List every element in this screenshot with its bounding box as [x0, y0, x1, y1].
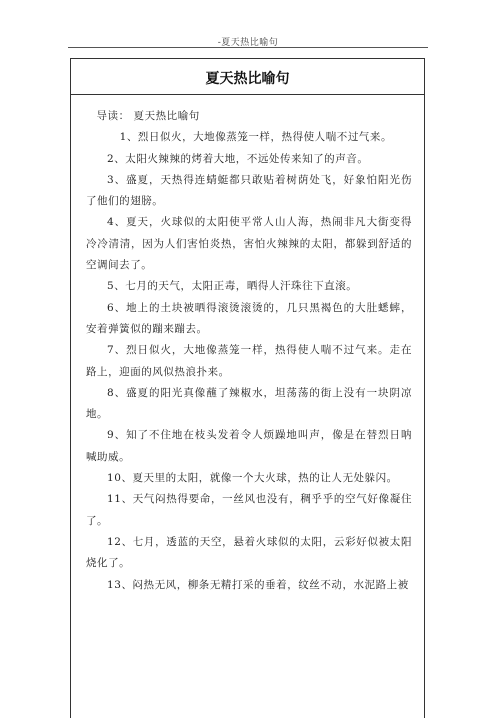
paragraph-5: 5、七月的天气，太阳正毒，晒得人汗珠往下直滚。 [107, 280, 358, 293]
intro-line: 导读： 夏天热比喻句 [96, 110, 200, 122]
running-header: -夏天热比喻句 [217, 38, 279, 48]
paragraph-4: 4、夏天，火球似的太阳使平常人山人海，热闹非凡大街变得冷冷清清，因为人们害怕炎热，害怕火辣辣的太阳，都躲到舒适的空调间去了。 [86, 216, 412, 272]
paragraph-13: 13、闷热无风，柳条无精打采的垂着，纹丝不动，水泥路上被 [107, 578, 409, 591]
paragraph-11: 11、天气闷热得要命，一丝风也没有，稠乎乎的空气好像凝住了。 [86, 493, 412, 527]
paragraph-1: 1、烈日似火，大地像蒸笼一样，热得使人喘不过气来。 [119, 131, 393, 144]
document-title: 夏天热比喻句 [205, 71, 290, 87]
paragraph-3: 3、盛夏，天热得连蜻蜓都只敢贴着树荫处飞，好象怕阳光伤了他们的翅膀。 [86, 173, 412, 208]
paragraph-7: 7、烈日似火，大地像蒸笼一样，热得使人喘不过气来。走在路上，迎面的风似热浪扑来。 [86, 344, 412, 378]
paragraph-8: 8、盛夏的阳光真像蘸了辣椒水，坦荡荡的街上没有一块阴凉地。 [86, 386, 412, 421]
paragraph-6: 6、地上的土块被晒得滚烫滚烫的，几只黑褐色的大肚蟋蟀，安着弹簧似的蹦来蹦去。 [86, 301, 412, 335]
paragraph-9: 9、知了不住地在枝头发着令人烦躁地叫声，像是在替烈日呐喊助威。 [86, 429, 412, 463]
document-body [86, 106, 412, 596]
title-divider [70, 94, 425, 95]
paragraph-12: 12、七月，透蓝的天空，悬着火球似的太阳，云彩好似被太阳烧化了。 [86, 535, 412, 570]
header-divider [68, 47, 428, 48]
paragraph-10: 10、夏天里的太阳，就像一个大火球，热的让人无处躲闪。 [107, 472, 398, 485]
paragraph-2: 2、太阳火辣辣的烤着大地，不远处传来知了的声音。 [107, 152, 369, 165]
